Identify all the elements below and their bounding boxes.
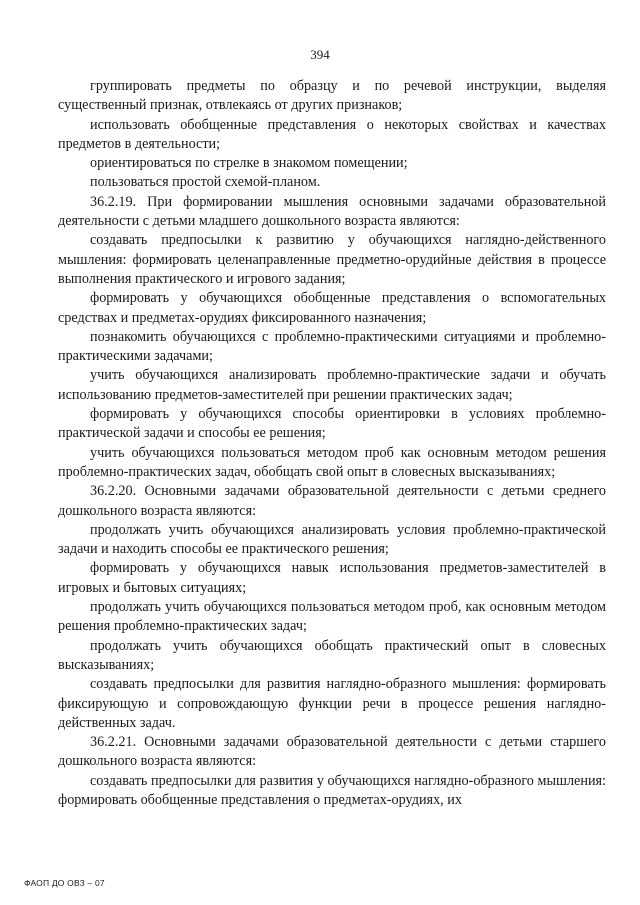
paragraph: создавать предпосылки для развития наглядно-образного мышления: формировать фиксирующую и сопровождающую функции речи в процессе решения наглядно-действенных задач. (58, 676, 606, 731)
paragraph: формировать у обучающихся навык использования предметов-заместителей в игровых и бытовых ситуациях; (58, 560, 606, 596)
paragraph: продолжать учить обучающихся анализировать условия проблемно-практической задачи и находить способы ее практического решения; (58, 521, 606, 558)
section-heading-paragraph: 36.2.19. При формировании мышления основными задачами образовательной деятельности с детьми младшего дошкольного возраста являются: (58, 193, 606, 230)
paragraph: учить обучающихся анализировать проблемно-практические задачи и обучать использованию предметов-заместителей при решении практических задач; (58, 367, 606, 403)
paragraph: использовать обобщенные представления о некоторых свойствах и качествах предметов в деятельности; (58, 116, 606, 152)
paragraph: учить обучающихся пользоваться методом проб как основным методом решения проблемно-практических задач, обобщать свой опыт в словесных высказываниях; (58, 444, 606, 480)
paragraph: продолжать учить обучающихся обобщать практический опыт в словесных высказываниях; (58, 637, 606, 673)
paragraph: создавать предпосылки для развития у обучающихся наглядно-образного мышления: формировать обобщенные представления о предметах-орудиях, их (58, 772, 606, 808)
body-text (58, 77, 606, 810)
paragraph: познакомить обучающихся с проблемно-практическими ситуациями и проблемно-практическими задачами; (58, 328, 606, 365)
paragraph: продолжать учить обучающихся пользоваться методом проб, как основным методом решения проблемно-практических задач; (58, 599, 606, 635)
paragraph: ориентироваться по стрелке в знакомом помещении; (90, 155, 408, 172)
paragraph: формировать у обучающихся способы ориентировки в условиях проблемно-практической задачи и способы ее решения; (58, 406, 606, 442)
paragraph: пользоваться простой схемой-планом. (90, 174, 321, 191)
document-footer: ФАОП ДО ОВЗ – 07 (24, 878, 105, 888)
paragraph: группировать предметы по образцу и по речевой инструкции, выделяя существенный признак, отвлекаясь от других признаков; (58, 78, 606, 114)
page-number: 394 (310, 47, 330, 62)
paragraph: создавать предпосылки к развитию у обучающихся наглядно-действенного мышления: формировать целенаправленные предметно-орудийные действия в процессе выполнения практического и игрового задания; (58, 232, 606, 287)
section-heading-paragraph: 36.2.21. Основными задачами образовательной деятельности с детьми старшего дошкольного возраста являются: (58, 734, 606, 770)
paragraph: формировать у обучающихся обобщенные представления о вспомогательных средствах и предметах-орудиях фиксированного назначения; (58, 290, 606, 326)
section-heading-paragraph: 36.2.20. Основными задачами образовательной деятельности с детьми среднего дошкольного возраста являются: (58, 483, 606, 519)
